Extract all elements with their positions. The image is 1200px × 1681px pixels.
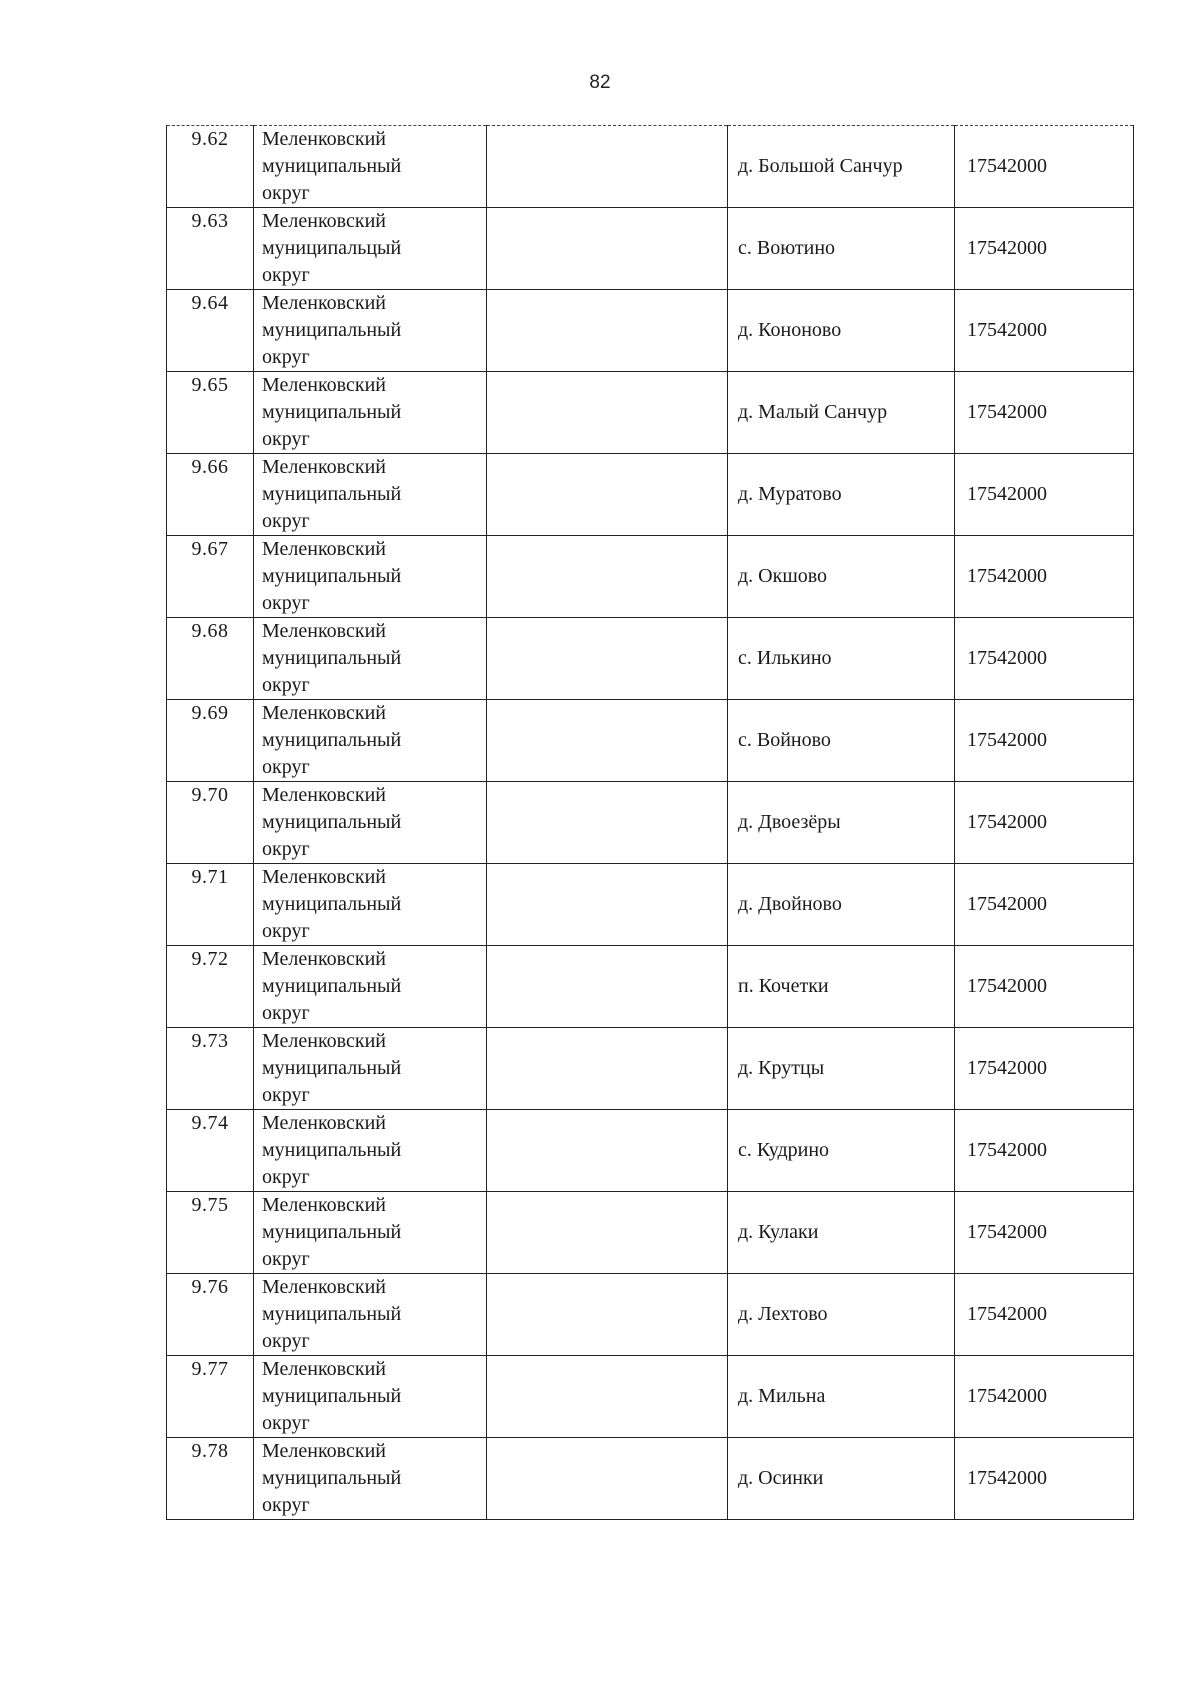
empty-cell [487,864,728,946]
oktmo-code-cell: 17542000 [955,536,1134,618]
district-line: Меленковский [262,1112,386,1134]
oktmo-code-cell: 17542000 [955,372,1134,454]
district-line: округ [262,182,310,204]
district-cell [254,290,487,372]
district-line: муниципальный [262,729,402,751]
oktmo-code-cell: 17542000 [955,782,1134,864]
district-line: муниципальный [262,1057,402,1079]
district-line: Меленковский [262,948,386,970]
district-cell [254,700,487,782]
locality-cell: д. Кононово [728,290,955,372]
empty-cell [487,946,728,1028]
table-row [167,536,1134,618]
district-line: округ [262,756,310,778]
district-line: Меленковский [262,374,386,396]
district-line: муниципальный [262,1467,402,1489]
oktmo-code-cell: 17542000 [955,126,1134,208]
empty-cell [487,1356,728,1438]
district-line: округ [262,674,310,696]
district-line: Меленковский [262,1276,386,1298]
empty-cell [487,208,728,290]
locality-cell: д. Окшово [728,536,955,618]
empty-cell [487,700,728,782]
oktmo-code-cell: 17542000 [955,864,1134,946]
locality-cell: д. Двойново [728,864,955,946]
locality-cell: д. Малый Санчур [728,372,955,454]
table-body [167,126,1134,1520]
row-number-cell: 9.65 [167,372,254,454]
district-line: округ [262,1084,310,1106]
row-number-cell: 9.73 [167,1028,254,1110]
oktmo-code-cell: 17542000 [955,946,1134,1028]
row-number-cell: 9.69 [167,700,254,782]
district-line: муниципальный [262,893,402,915]
locality-cell: п. Кочетки [728,946,955,1028]
district-line: Меленковский [262,128,386,150]
oktmo-code-cell: 17542000 [955,290,1134,372]
district-line: Меленковский [262,210,386,232]
district-line: муниципальный [262,401,402,423]
empty-cell [487,618,728,700]
empty-cell [487,290,728,372]
locality-cell: с. Илькино [728,618,955,700]
row-number-cell: 9.72 [167,946,254,1028]
row-number-cell: 9.70 [167,782,254,864]
district-line: Меленковский [262,784,386,806]
district-line: Меленковский [262,702,386,724]
district-line: муниципальный [262,647,402,669]
district-cell [254,454,487,536]
empty-cell [487,782,728,864]
row-number-cell: 9.68 [167,618,254,700]
row-number-cell: 9.75 [167,1192,254,1274]
row-number-cell: 9.62 [167,126,254,208]
oktmo-code-cell: 17542000 [955,1438,1134,1520]
table-row [167,1110,1134,1192]
district-cell [254,1110,487,1192]
table-row [167,1356,1134,1438]
locality-cell: д. Двоезёры [728,782,955,864]
table-row [167,864,1134,946]
table-row [167,372,1134,454]
district-cell [254,1356,487,1438]
locality-table [166,125,1134,1520]
oktmo-code-cell: 17542000 [955,700,1134,782]
empty-cell [487,454,728,536]
oktmo-code-cell: 17542000 [955,1274,1134,1356]
district-cell [254,126,487,208]
table-row [167,1192,1134,1274]
district-cell [254,208,487,290]
locality-cell: д. Кулаки [728,1192,955,1274]
locality-cell: с. Воютино [728,208,955,290]
row-number-cell: 9.78 [167,1438,254,1520]
row-number-cell: 9.67 [167,536,254,618]
empty-cell [487,1274,728,1356]
table-row [167,1438,1134,1520]
locality-cell: с. Войново [728,700,955,782]
row-number-cell: 9.64 [167,290,254,372]
row-number-cell: 9.71 [167,864,254,946]
locality-cell: д. Мильна [728,1356,955,1438]
district-line: округ [262,1494,310,1516]
district-line: округ [262,510,310,532]
locality-cell: с. Кудрино [728,1110,955,1192]
oktmo-code-cell: 17542000 [955,1028,1134,1110]
empty-cell [487,126,728,208]
district-line: муниципальный [262,565,402,587]
table-row [167,1028,1134,1110]
district-cell [254,782,487,864]
locality-cell: д. Большой Санчур [728,126,955,208]
district-line: муниципальцый [262,237,402,259]
district-cell [254,536,487,618]
empty-cell [487,536,728,618]
row-number-cell: 9.74 [167,1110,254,1192]
locality-cell: д. Лехтово [728,1274,955,1356]
table-row [167,1274,1134,1356]
district-line: муниципальный [262,1139,402,1161]
table-row [167,208,1134,290]
row-number-cell: 9.76 [167,1274,254,1356]
district-line: муниципальный [262,975,402,997]
table-row [167,290,1134,372]
district-cell [254,864,487,946]
district-line: округ [262,1166,310,1188]
locality-cell: д. Осинки [728,1438,955,1520]
district-line: муниципальный [262,1221,402,1243]
oktmo-code-cell: 17542000 [955,208,1134,290]
page-number: 82 [589,72,611,93]
oktmo-code-cell: 17542000 [955,1356,1134,1438]
district-line: Меленковский [262,1358,386,1380]
locality-cell: д. Муратово [728,454,955,536]
empty-cell [487,1110,728,1192]
district-line: округ [262,920,310,942]
locality-cell: д. Крутцы [728,1028,955,1110]
district-line: муниципальный [262,811,402,833]
district-line: муниципальный [262,155,402,177]
district-line: Меленковский [262,866,386,888]
district-line: Меленковский [262,1194,386,1216]
district-line: муниципальный [262,1303,402,1325]
district-line: округ [262,428,310,450]
table-row [167,126,1134,208]
table-row [167,782,1134,864]
table-row [167,618,1134,700]
district-cell [254,1028,487,1110]
district-line: округ [262,1330,310,1352]
district-line: муниципальный [262,319,402,341]
oktmo-code-cell: 17542000 [955,1110,1134,1192]
district-line: Меленковский [262,1030,386,1052]
table-row [167,946,1134,1028]
table-row [167,454,1134,536]
district-line: Меленковский [262,538,386,560]
oktmo-code-cell: 17542000 [955,618,1134,700]
district-cell [254,372,487,454]
district-line: округ [262,1002,310,1024]
district-line: Меленковский [262,1440,386,1462]
district-cell [254,946,487,1028]
district-cell [254,1438,487,1520]
district-line: Меленковский [262,620,386,642]
empty-cell [487,1192,728,1274]
district-line: округ [262,1248,310,1270]
district-cell [254,618,487,700]
district-line: муниципальный [262,1385,402,1407]
district-line: муниципальный [262,483,402,505]
row-number-cell: 9.66 [167,454,254,536]
row-number-cell: 9.63 [167,208,254,290]
district-cell [254,1274,487,1356]
row-number-cell: 9.77 [167,1356,254,1438]
oktmo-code-cell: 17542000 [955,1192,1134,1274]
empty-cell [487,1438,728,1520]
district-cell [254,1192,487,1274]
district-line: Меленковский [262,456,386,478]
oktmo-code-cell: 17542000 [955,454,1134,536]
table-row [167,700,1134,782]
district-line: округ [262,346,310,368]
empty-cell [487,372,728,454]
district-line: Меленковский [262,292,386,314]
district-line: округ [262,1412,310,1434]
district-line: округ [262,264,310,286]
district-line: округ [262,592,310,614]
empty-cell [487,1028,728,1110]
district-line: округ [262,838,310,860]
